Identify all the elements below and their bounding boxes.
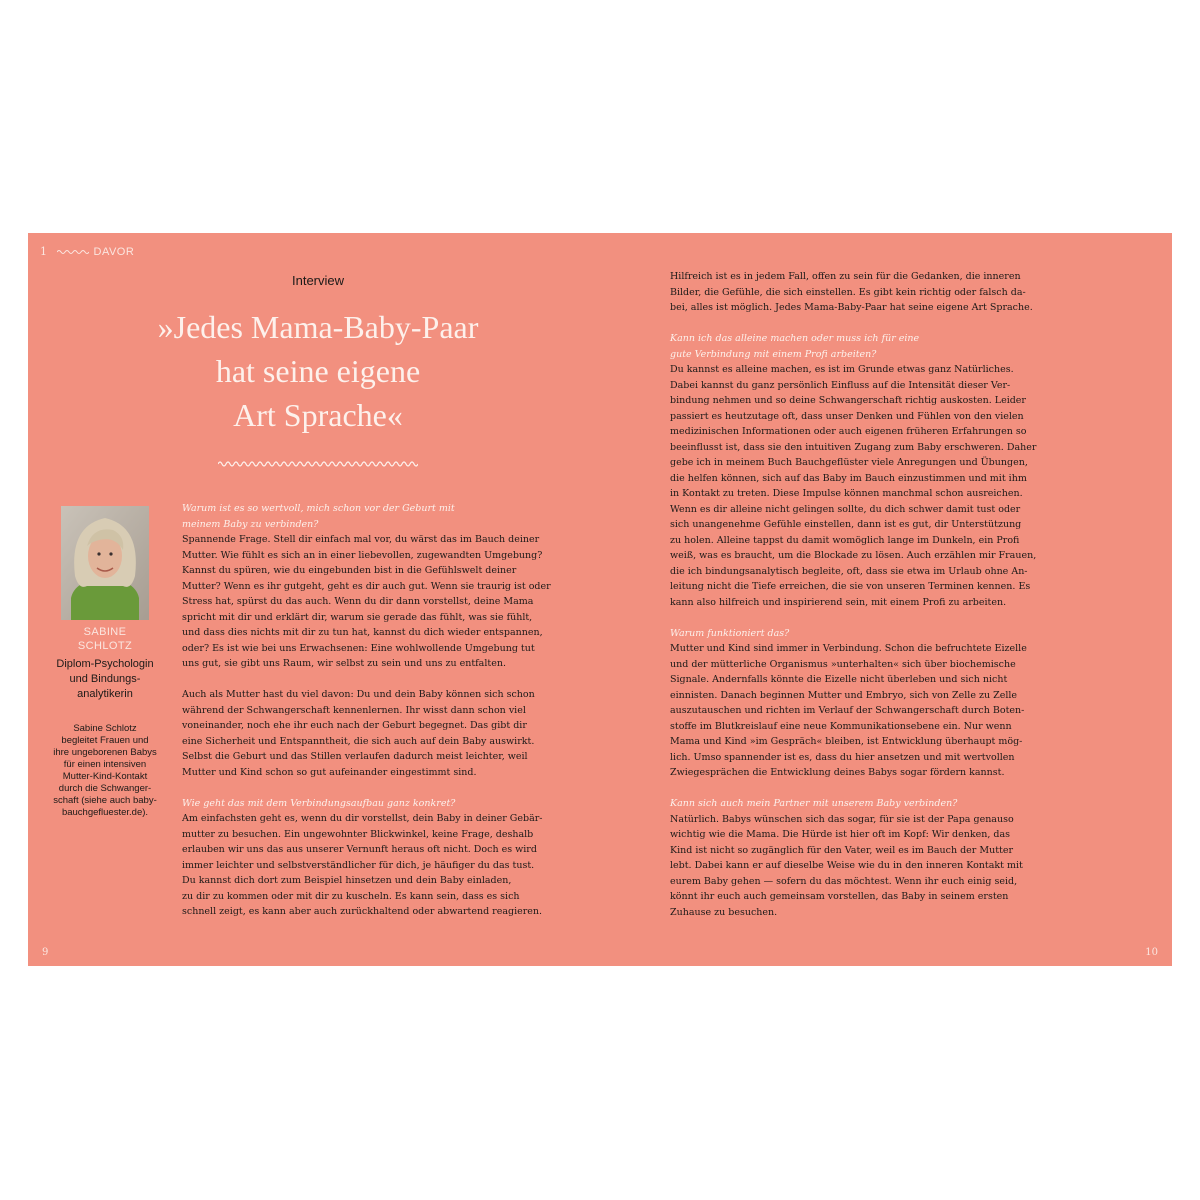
author-role-line: analytikerin [77, 688, 133, 700]
author-bio-line: bauchgefluester.de). [61, 807, 149, 818]
author-bio-line: ihre ungeborenen Babys [53, 747, 157, 758]
body-text-line: Mutter. Wie fühlt es sich an in einer liebevollen, zugewandten Umgebung? [182, 549, 543, 561]
chapter-header [40, 245, 134, 258]
body-text-line: auszutauschen und richten im Verlauf der Schwangerschaft durch Boten- [670, 705, 1025, 716]
body-text-line: erlauben wir uns das aus unserer Vernunft heraus oft nicht. Doch es wird [182, 844, 537, 855]
author-name-line: SABINE [83, 626, 127, 638]
body-text-line: bindung nehmen und so deine Schwangerschaft richtig auskosten. Leider [670, 395, 1026, 406]
paragraph-gap [670, 610, 1030, 626]
body-text-line: schnell zeigt, es kann aber auch zurückhaltend oder abwartend reagieren. [182, 906, 543, 917]
body-text-line: eurem Baby gehen — sofern du das möchtest. Wenn ihr euch einig seid, [670, 875, 1018, 887]
body-text-line: Kannst du spüren, wie du eingebunden bist in die Gefühlswelt deiner [182, 565, 517, 576]
body-text-line: eine Sicherheit und Entspanntheit, die sich auch auf dein Baby auswirkt. [182, 735, 535, 747]
body-text-line: bei, alles ist möglich. Jedes Mama-Baby-Paar hat seine eigene Art Sprache. [670, 302, 1033, 313]
body-text-line: stoffe im Blutkreislauf eine neue Kommunikationsebene ein. Nur wenn [670, 720, 1012, 732]
body-text-line: Signale. Andernfalls könnte die Eizelle nicht überleben und sich nicht [670, 674, 1008, 685]
body-text-line: Mutter? Wenn es ihr gutgeht, geht es dir auch gut. Wenn sie traurig ist oder [182, 580, 551, 592]
body-text-line: Mutter und Kind schon so gut aufeinander eingestimmt sind. [182, 766, 477, 778]
headline-line: »Jedes Mama-Baby-Paar [157, 309, 479, 345]
body-text-line: Du kannst dich dort zum Beispiel hinsetzen und dein Baby einladen, [182, 875, 512, 886]
headline-line: Art Sprache« [233, 397, 403, 433]
body-column-left [182, 501, 551, 920]
body-text-line: mutter zu besuchen. Ein ungewohnter Blickwinkel, keine Frage, deshalb [182, 828, 534, 840]
body-text-line: Spannende Frage. Stell dir einfach mal vor, du wärst das im Bauch deiner [182, 534, 540, 545]
author-bio-line: Sabine Schlotz [73, 723, 137, 734]
body-text-line: Zuhause zu besuchen. [670, 906, 778, 918]
paragraph-gap [182, 672, 542, 688]
author-bio [48, 723, 162, 819]
body-text-line: leitung nicht die Tiefe erreichen, die sie von unseren Terminen kennen. Es [670, 581, 1031, 592]
body-text-line: weiß, was es braucht, um die Blockade zu lösen. Auch erzählen mir Frauen, [670, 550, 1037, 561]
body-text-line: und dass dies nichts mit dir zu tun hat, kannst du dich wieder entspannen, [182, 627, 543, 638]
body-text-line: Selbst die Geburt und das Stillen verlaufen dadurch meist leichter, weil [182, 751, 528, 762]
body-text-line: beeinflusst ist, dass sie den intuitiven Zugang zum Baby erschweren. Daher [670, 441, 1037, 453]
body-text-line: Hilfreich ist es in jedem Fall, offen zu sein für die Gedanken, die inneren [670, 271, 1021, 282]
headline-line: hat seine eigene [215, 353, 421, 389]
body-column-right [670, 269, 1037, 920]
body-text-line: während der Schwangerschaft kennenlernen. Ihr wisst dann schon viel [182, 704, 526, 716]
author-name [48, 625, 162, 653]
body-text-line: Natürlich. Babys wünschen sich das sogar, für sie ist der Papa genauso [670, 813, 1014, 825]
body-text-line: die ich bindungsanalytisch begleite, oft, dass sie etwa im Urlaub ohne An- [670, 565, 1028, 577]
book-spread [28, 233, 1172, 966]
interview-question-line: gute Verbindung mit einem Profi arbeiten? [670, 348, 877, 360]
author-role [48, 657, 162, 702]
wave-ornament-icon [57, 248, 89, 256]
author-role-line: und Bindungs- [69, 673, 141, 685]
body-text-line: kann also hilfreich und inspirierend sein, mit einem Profi zu arbeiten. [670, 596, 1007, 608]
body-text-line: medizinischen Informationen oder auch eigenen früheren Erfahrungen so [670, 426, 1027, 437]
interview-question-line: Kann ich das alleine machen oder muss ich für eine [670, 333, 920, 344]
page-number-right: 10 [1145, 947, 1158, 958]
author-bio-line: für einen intensiven [63, 759, 147, 770]
body-text-line: sich unangenehme Gefühle einstellen, dann ist es gut, dir Unterstützung [670, 519, 1022, 530]
body-text-line: zu holen. Alleine tappst du damit womöglich lange im Dunkeln, ein Profi [670, 534, 1020, 546]
body-text-line: uns gut, sie gibt uns Raum, wir selbst zu sein und uns zu entfalten. [182, 658, 506, 669]
interview-question-line: meinem Baby zu verbinden? [182, 518, 319, 530]
body-text-line: die helfen können, sich auf das Baby im Bauch einzustimmen und mit ihm [670, 472, 1027, 484]
body-text-line: Mutter und Kind sind immer in Verbindung. Schon die befruchtete Eizelle [670, 643, 1027, 654]
chapter-title: DAVOR [93, 245, 135, 258]
author-bio-line: durch die Schwanger- [58, 783, 152, 794]
chapter-number: 1 [40, 245, 48, 258]
body-text-line: wichtig wie die Mama. Die Hürde ist hier oft im Kopf: Wir denken, das [670, 829, 1010, 840]
body-text-line: Bilder, die Gefühle, die sich einstellen. Es gibt kein richtig oder falsch da- [670, 286, 1026, 298]
body-text-line: Am einfachsten geht es, wenn du dir vorstellst, dein Baby in deiner Gebär- [182, 813, 543, 824]
interview-question-line: Kann sich auch mein Partner mit unserem Baby verbinden? [670, 798, 958, 809]
body-text-line: oder? Es ist wie bei uns Erwachsenen: Eine wohlwollende Umgebung tut [182, 642, 535, 654]
paragraph-gap [670, 316, 1030, 332]
body-text-line: passiert es heutzutage oft, dass unser Denken und Fühlen von den vielen [670, 410, 1024, 422]
body-text-line: gebe ich in meinem Buch Bauchgeflüster viele Anregungen und Übungen, [670, 457, 1028, 468]
interview-headline [108, 305, 528, 437]
author-name-line: SCHLOTZ [77, 640, 133, 652]
body-text-line: und der mütterliche Organismus »unterhalten« sich über biochemische [670, 658, 1016, 670]
author-bio-line: schaft (siehe auch baby- [53, 795, 157, 806]
body-text-line: Auch als Mutter hast du viel davon: Du und dein Baby können sich schon [182, 689, 535, 700]
body-text-line: Wenn es dir alleine nicht gelingen sollte, du dich schwer damit tust oder [670, 503, 1021, 515]
author-bio-line: Mutter-Kind-Kontakt [62, 771, 148, 782]
body-text-line: könnt ihr euch auch gemeinsam vorstellen, das Baby in seinem ersten [670, 891, 1009, 902]
interview-question-line: Warum funktioniert das? [670, 627, 790, 639]
body-text-line: zu dir zu kommen oder mit dir zu kuscheln. Es kann sein, dass es sich [182, 890, 520, 902]
interview-question-line: Wie geht das mit dem Verbindungsaufbau ganz konkret? [182, 797, 456, 809]
author-role-line: Diplom-Psychologin [56, 658, 154, 670]
body-text-line: Dabei kannst du ganz persönlich Einfluss auf die Intensität dieser Ver- [670, 379, 1011, 391]
portrait-photo-icon [61, 506, 149, 620]
body-text-line: lich. Umso spannender ist es, dass du hier ansetzen und mit wertvollen [670, 751, 1015, 763]
body-text-line: in Kontakt zu treten. Diese Impulse können manchmal schon ausreichen. [670, 488, 1023, 499]
body-text-line: immer leichter und selbstverständlicher für dich, je häufiger du das tust. [182, 859, 535, 871]
body-text-line: spricht mit dir und erklärt dir, warum sie gerade das fühlt, was sie fühlt, [182, 611, 533, 623]
body-text-line: Kind ist nicht so zugänglich für den Vater, weil es im Bauch der Mutter [670, 844, 1013, 856]
author-bio-line: begleitet Frauen und [61, 735, 149, 746]
interview-question-line: Warum ist es so wertvoll, mich schon vor der Geburt mit [182, 503, 455, 514]
paragraph-gap [182, 780, 542, 796]
body-text-line: voneinander, noch ehe ihr euch nach der Geburt begegnet. Das gibt dir [182, 720, 527, 731]
body-text-line: Stress hat, spürst du das auch. Wenn du dir dann vorstellst, deine Mama [182, 596, 534, 607]
wave-divider-icon [218, 459, 418, 469]
section-kicker: Interview [291, 273, 345, 288]
body-text-line: einnisten. Danach beginnen Mutter und Embryo, sich von Zelle zu Zelle [670, 689, 1018, 701]
body-text-line: lebt. Dabei kann er auf dieselbe Weise wie du in den inneren Kontakt mit [670, 860, 1023, 871]
body-text-line: Mama und Kind »im Gespräch« bleiben, ist Entwicklung überhaupt mög- [670, 736, 1023, 747]
page-number-left: 9 [42, 947, 49, 958]
body-text-line: Du kannst es alleine machen, es ist im Grunde etwas ganz Natürliches. [670, 364, 1014, 375]
body-text-line: Zwiegesprächen die Entwicklung deines Babys sogar fördern kannst. [670, 767, 1005, 778]
paragraph-gap [670, 781, 1030, 797]
